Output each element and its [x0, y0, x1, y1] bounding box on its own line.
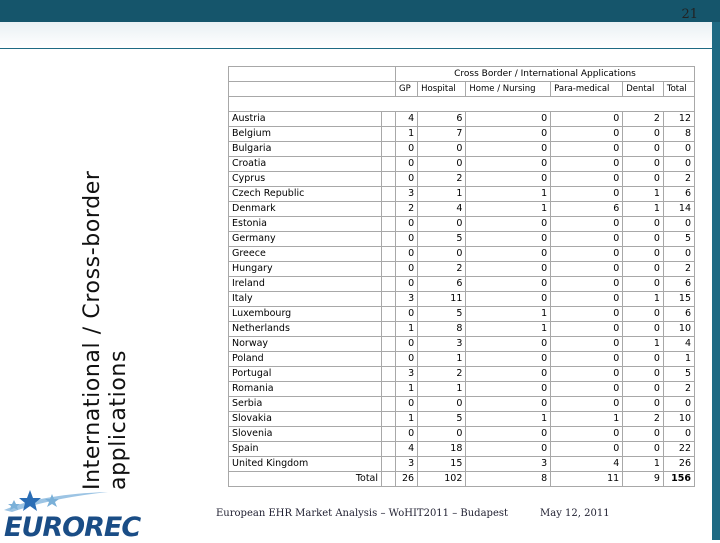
spacer-cell: [382, 352, 396, 367]
spacer-cell: [382, 127, 396, 142]
value-cell-gp: 0: [396, 217, 418, 232]
value-cell-total: 4: [663, 337, 694, 352]
country-cell: Spain: [229, 442, 382, 457]
total-cell-total: 156: [663, 472, 694, 487]
value-cell-para: 6: [551, 202, 623, 217]
value-cell-gp: 1: [396, 412, 418, 427]
value-cell-para: 0: [551, 262, 623, 277]
country-cell: Netherlands: [229, 322, 382, 337]
value-cell-total: 2: [663, 262, 694, 277]
value-cell-home: 0: [466, 217, 551, 232]
value-cell-home: 0: [466, 172, 551, 187]
value-cell-para: 0: [551, 277, 623, 292]
value-cell-para: 1: [551, 412, 623, 427]
total-cell-dental: 9: [623, 472, 664, 487]
value-cell-home: 1: [466, 187, 551, 202]
value-cell-gp: 3: [396, 367, 418, 382]
value-cell-para: 0: [551, 232, 623, 247]
value-cell-hospital: 1: [418, 187, 466, 202]
value-cell-para: 0: [551, 112, 623, 127]
value-cell-para: 0: [551, 142, 623, 157]
value-cell-home: 0: [466, 142, 551, 157]
table-row: [229, 127, 695, 142]
country-cell: Denmark: [229, 202, 382, 217]
value-cell-hospital: 7: [418, 127, 466, 142]
country-cell: Czech Republic: [229, 187, 382, 202]
value-cell-home: 0: [466, 112, 551, 127]
group-header: Cross Border / International Applications: [396, 67, 695, 82]
spacer-cell: [382, 262, 396, 277]
value-cell-para: 0: [551, 187, 623, 202]
spacer-cell: [382, 472, 396, 487]
value-cell-gp: 1: [396, 322, 418, 337]
value-cell-dental: 0: [623, 442, 664, 457]
value-cell-para: 0: [551, 127, 623, 142]
spacer-cell: [382, 232, 396, 247]
value-cell-gp: 0: [396, 277, 418, 292]
value-cell-total: 15: [663, 292, 694, 307]
country-cell: Greece: [229, 247, 382, 262]
spacer-cell: [382, 307, 396, 322]
value-cell-gp: 1: [396, 127, 418, 142]
value-cell-dental: 0: [623, 247, 664, 262]
value-cell-gp: 1: [396, 382, 418, 397]
country-cell: Austria: [229, 112, 382, 127]
column-header-total: Total: [663, 82, 694, 97]
value-cell-para: 0: [551, 382, 623, 397]
value-cell-dental: 0: [623, 172, 664, 187]
value-cell-hospital: 1: [418, 382, 466, 397]
value-cell-dental: 1: [623, 457, 664, 472]
table-row: [229, 322, 695, 337]
value-cell-home: 0: [466, 382, 551, 397]
country-cell: Norway: [229, 337, 382, 352]
value-cell-hospital: 2: [418, 367, 466, 382]
value-cell-hospital: 0: [418, 397, 466, 412]
column-header-row: [229, 82, 695, 97]
column-header-gp: GP: [396, 82, 418, 97]
table-row: [229, 337, 695, 352]
value-cell-home: 0: [466, 367, 551, 382]
country-cell: Cyprus: [229, 172, 382, 187]
country-cell: Poland: [229, 352, 382, 367]
table-row: [229, 277, 695, 292]
total-cell-gp: 26: [396, 472, 418, 487]
applications-table: [228, 66, 695, 487]
value-cell-dental: 0: [623, 142, 664, 157]
value-cell-total: 8: [663, 127, 694, 142]
value-cell-total: 22: [663, 442, 694, 457]
spacer-cell: [382, 247, 396, 262]
value-cell-gp: 0: [396, 247, 418, 262]
country-cell: Italy: [229, 292, 382, 307]
value-cell-hospital: 5: [418, 307, 466, 322]
table-row: [229, 457, 695, 472]
slide-title: International / Cross-border applications: [80, 170, 131, 490]
value-cell-total: 10: [663, 412, 694, 427]
value-cell-gp: 0: [396, 262, 418, 277]
table-row: [229, 352, 695, 367]
value-cell-dental: 1: [623, 187, 664, 202]
header-bar: [0, 0, 720, 22]
value-cell-gp: 3: [396, 187, 418, 202]
value-cell-total: 2: [663, 172, 694, 187]
table-row: [229, 232, 695, 247]
eurorec-logo: EUROREC: [4, 512, 141, 543]
value-cell-home: 0: [466, 442, 551, 457]
value-cell-para: 0: [551, 397, 623, 412]
value-cell-dental: 0: [623, 307, 664, 322]
spacer-cell: [382, 172, 396, 187]
value-cell-dental: 0: [623, 352, 664, 367]
spacer-cell: [382, 157, 396, 172]
value-cell-hospital: 15: [418, 457, 466, 472]
value-cell-gp: 0: [396, 352, 418, 367]
table-row: [229, 367, 695, 382]
table-row: [229, 247, 695, 262]
header-empty-cell: [229, 82, 396, 97]
value-cell-home: 1: [466, 202, 551, 217]
value-cell-gp: 0: [396, 427, 418, 442]
value-cell-gp: 2: [396, 202, 418, 217]
value-cell-total: 12: [663, 112, 694, 127]
value-cell-hospital: 4: [418, 202, 466, 217]
table-row: [229, 442, 695, 457]
spacer-cell: [382, 442, 396, 457]
value-cell-total: 5: [663, 367, 694, 382]
value-cell-total: 0: [663, 397, 694, 412]
spacer-cell: [382, 292, 396, 307]
table-row: [229, 262, 695, 277]
value-cell-home: 0: [466, 292, 551, 307]
table-row: [229, 412, 695, 427]
country-cell: Hungary: [229, 262, 382, 277]
value-cell-home: 0: [466, 157, 551, 172]
value-cell-para: 0: [551, 172, 623, 187]
total-cell-home: 8: [466, 472, 551, 487]
spacer-row: [229, 97, 695, 112]
column-header-hospital: Hospital: [418, 82, 466, 97]
total-row: [229, 472, 695, 487]
value-cell-dental: 0: [623, 382, 664, 397]
value-cell-dental: 1: [623, 202, 664, 217]
value-cell-dental: 0: [623, 427, 664, 442]
value-cell-para: 0: [551, 427, 623, 442]
header-band: [0, 22, 712, 49]
country-cell: Bulgaria: [229, 142, 382, 157]
value-cell-home: 0: [466, 127, 551, 142]
country-cell: Estonia: [229, 217, 382, 232]
country-cell: Slovakia: [229, 412, 382, 427]
country-cell: Serbia: [229, 397, 382, 412]
spacer-cell: [382, 142, 396, 157]
value-cell-total: 6: [663, 187, 694, 202]
spacer-cell: [382, 322, 396, 337]
spacer-cell: [382, 112, 396, 127]
value-cell-para: 0: [551, 217, 623, 232]
value-cell-para: 0: [551, 292, 623, 307]
value-cell-hospital: 11: [418, 292, 466, 307]
value-cell-home: 0: [466, 262, 551, 277]
value-cell-home: 1: [466, 322, 551, 337]
value-cell-total: 14: [663, 202, 694, 217]
spacer-cell: [382, 382, 396, 397]
value-cell-total: 0: [663, 247, 694, 262]
value-cell-gp: 0: [396, 172, 418, 187]
spacer-cell: [382, 427, 396, 442]
value-cell-home: 1: [466, 307, 551, 322]
value-cell-hospital: 0: [418, 247, 466, 262]
value-cell-dental: 0: [623, 217, 664, 232]
value-cell-hospital: 8: [418, 322, 466, 337]
value-cell-gp: 4: [396, 112, 418, 127]
column-header-paramedical: Para-medical: [551, 82, 623, 97]
value-cell-total: 0: [663, 427, 694, 442]
value-cell-dental: 0: [623, 397, 664, 412]
value-cell-total: 5: [663, 232, 694, 247]
value-cell-para: 0: [551, 307, 623, 322]
value-cell-para: 0: [551, 352, 623, 367]
value-cell-gp: 0: [396, 157, 418, 172]
value-cell-hospital: 6: [418, 112, 466, 127]
spacer-cell: [382, 367, 396, 382]
value-cell-dental: 0: [623, 322, 664, 337]
value-cell-gp: 0: [396, 337, 418, 352]
value-cell-para: 0: [551, 247, 623, 262]
value-cell-gp: 3: [396, 457, 418, 472]
table-row: [229, 112, 695, 127]
spacer-cell: [382, 187, 396, 202]
value-cell-hospital: 5: [418, 232, 466, 247]
value-cell-gp: 4: [396, 442, 418, 457]
footer-event: European EHR Market Analysis – WoHIT2011 – Budapest: [216, 508, 509, 519]
country-cell: Germany: [229, 232, 382, 247]
value-cell-para: 4: [551, 457, 623, 472]
value-cell-dental: 2: [623, 112, 664, 127]
spacer-cell: [382, 412, 396, 427]
value-cell-hospital: 2: [418, 172, 466, 187]
value-cell-total: 10: [663, 322, 694, 337]
value-cell-home: 0: [466, 337, 551, 352]
spacer-cell: [382, 457, 396, 472]
value-cell-dental: 0: [623, 157, 664, 172]
country-cell: Slovenia: [229, 427, 382, 442]
table-row: [229, 292, 695, 307]
table-row: [229, 397, 695, 412]
total-label: Total: [229, 472, 382, 487]
column-header-dental: Dental: [623, 82, 664, 97]
value-cell-hospital: 0: [418, 157, 466, 172]
total-cell-para: 11: [551, 472, 623, 487]
value-cell-home: 0: [466, 427, 551, 442]
spacer-cell: [382, 277, 396, 292]
value-cell-hospital: 0: [418, 142, 466, 157]
spacer-cell: [382, 397, 396, 412]
table-row: [229, 307, 695, 322]
value-cell-hospital: 6: [418, 277, 466, 292]
table-row: [229, 202, 695, 217]
value-cell-home: 1: [466, 412, 551, 427]
country-cell: United Kingdom: [229, 457, 382, 472]
value-cell-gp: 0: [396, 232, 418, 247]
value-cell-total: 0: [663, 142, 694, 157]
value-cell-total: 2: [663, 382, 694, 397]
value-cell-home: 0: [466, 397, 551, 412]
right-accent-strip: [712, 22, 720, 540]
value-cell-gp: 0: [396, 397, 418, 412]
value-cell-para: 0: [551, 337, 623, 352]
table-row: [229, 157, 695, 172]
value-cell-gp: 0: [396, 307, 418, 322]
value-cell-hospital: 18: [418, 442, 466, 457]
value-cell-total: 0: [663, 217, 694, 232]
value-cell-para: 0: [551, 157, 623, 172]
value-cell-home: 0: [466, 232, 551, 247]
value-cell-hospital: 0: [418, 427, 466, 442]
country-cell: Croatia: [229, 157, 382, 172]
value-cell-dental: 2: [623, 412, 664, 427]
value-cell-gp: 3: [396, 292, 418, 307]
value-cell-hospital: 1: [418, 352, 466, 367]
value-cell-dental: 0: [623, 277, 664, 292]
value-cell-home: 0: [466, 247, 551, 262]
country-cell: Ireland: [229, 277, 382, 292]
page-number: 21: [681, 7, 698, 22]
header-empty-cell: [229, 67, 396, 82]
value-cell-gp: 0: [396, 142, 418, 157]
value-cell-dental: 0: [623, 367, 664, 382]
table-row: [229, 172, 695, 187]
spacer-cell: [382, 202, 396, 217]
value-cell-home: 0: [466, 352, 551, 367]
value-cell-total: 6: [663, 307, 694, 322]
total-cell-hospital: 102: [418, 472, 466, 487]
country-cell: Portugal: [229, 367, 382, 382]
table-row: [229, 382, 695, 397]
value-cell-para: 0: [551, 367, 623, 382]
value-cell-hospital: 5: [418, 412, 466, 427]
group-header-row: [229, 67, 695, 82]
value-cell-hospital: 0: [418, 217, 466, 232]
value-cell-dental: 1: [623, 337, 664, 352]
footer-date: May 12, 2011: [540, 508, 610, 519]
value-cell-dental: 0: [623, 232, 664, 247]
value-cell-total: 0: [663, 157, 694, 172]
value-cell-total: 6: [663, 277, 694, 292]
country-cell: Luxembourg: [229, 307, 382, 322]
table-row: [229, 217, 695, 232]
value-cell-hospital: 3: [418, 337, 466, 352]
value-cell-dental: 0: [623, 127, 664, 142]
table-row: [229, 427, 695, 442]
spacer-cell: [382, 337, 396, 352]
value-cell-home: 0: [466, 277, 551, 292]
value-cell-total: 1: [663, 352, 694, 367]
spacer-cell: [382, 217, 396, 232]
value-cell-hospital: 2: [418, 262, 466, 277]
table-row: [229, 142, 695, 157]
value-cell-para: 0: [551, 442, 623, 457]
value-cell-dental: 1: [623, 292, 664, 307]
spacer-cell: [229, 97, 695, 112]
table-row: [229, 187, 695, 202]
value-cell-dental: 0: [623, 262, 664, 277]
country-cell: Romania: [229, 382, 382, 397]
value-cell-total: 26: [663, 457, 694, 472]
column-header-home-nursing: Home / Nursing: [466, 82, 551, 97]
country-cell: Belgium: [229, 127, 382, 142]
value-cell-para: 0: [551, 322, 623, 337]
value-cell-home: 3: [466, 457, 551, 472]
